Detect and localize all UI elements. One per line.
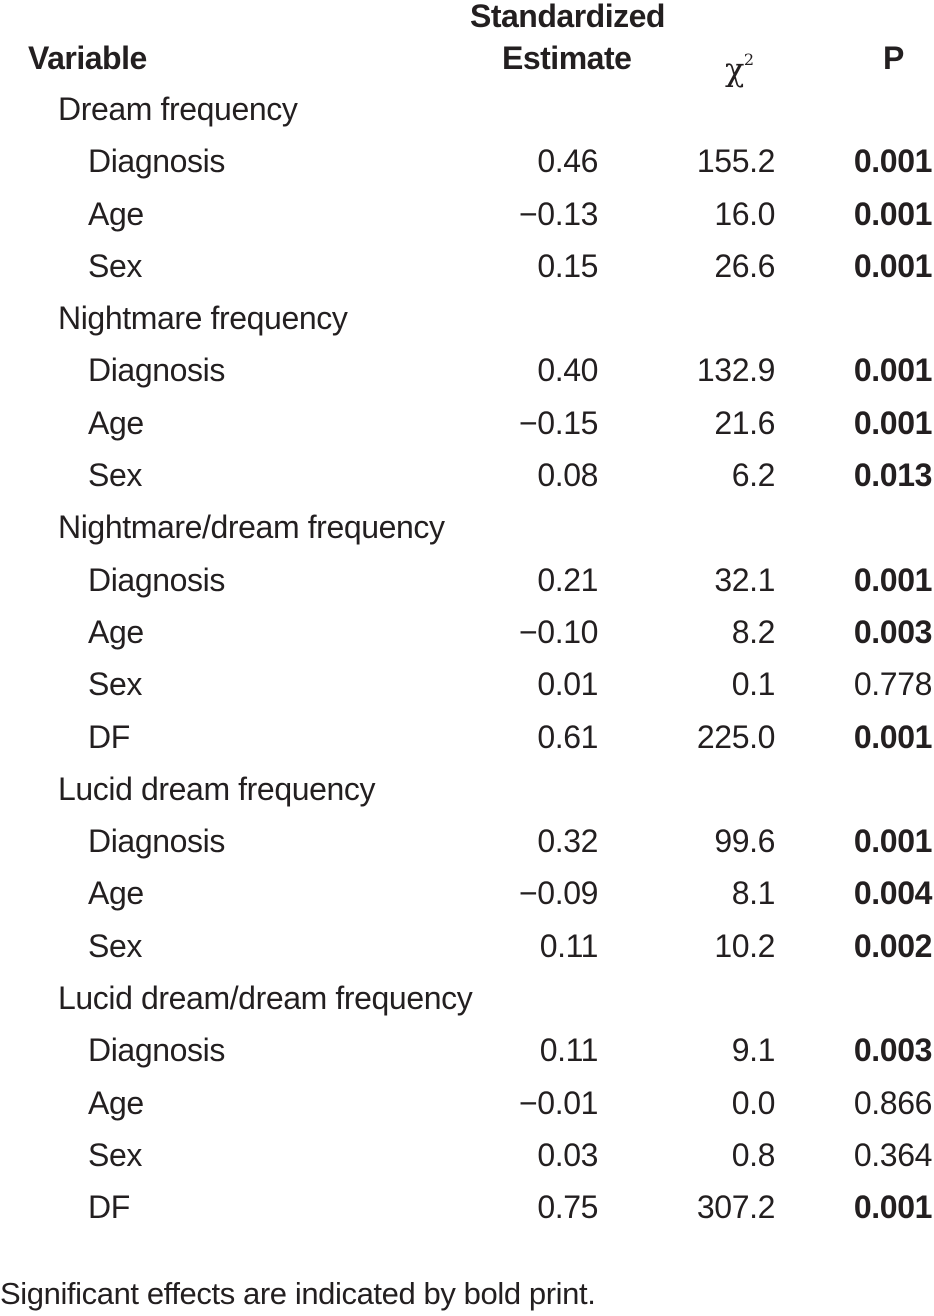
column-header-variable: Variable: [28, 40, 147, 76]
table-row: [0, 135, 934, 187]
estimate-cell: −0.09: [519, 875, 598, 912]
p-value-cell: 0.778: [853, 666, 932, 703]
variable-label: Diagnosis: [88, 561, 225, 598]
table-group-row: [0, 763, 934, 815]
variable-label: Diagnosis: [88, 352, 225, 389]
estimate-cell: 0.21: [537, 561, 598, 598]
table-row: [0, 1077, 934, 1129]
estimate-cell: 0.32: [537, 823, 598, 860]
variable-label: Diagnosis: [88, 1032, 225, 1069]
p-value-cell: 0.001: [853, 404, 932, 441]
estimate-cell: 0.75: [537, 1189, 598, 1226]
variable-label: Diagnosis: [88, 143, 225, 180]
chi-square-cell: 6.2: [731, 457, 775, 494]
estimate-cell: −0.01: [519, 1084, 598, 1121]
variable-label: Age: [88, 875, 144, 912]
p-value-cell: 0.001: [853, 718, 932, 755]
table-row: [0, 188, 934, 240]
table-row: [0, 658, 934, 710]
table-body: [0, 83, 934, 1234]
p-value-cell: 0.004: [853, 875, 932, 912]
chi-square-cell: 307.2: [696, 1189, 775, 1226]
p-value-cell: 0.001: [853, 143, 932, 180]
p-value-cell: 0.001: [853, 247, 932, 284]
table-row: [0, 344, 934, 396]
variable-label: Age: [88, 1084, 144, 1121]
chi-square-cell: 99.6: [714, 823, 775, 860]
table-row: [0, 1024, 934, 1076]
p-value-cell: 0.001: [853, 823, 932, 860]
variable-label: DF: [88, 1189, 130, 1226]
chi-square-cell: 21.6: [714, 404, 775, 441]
p-value-cell: 0.001: [853, 352, 932, 389]
group-label: Lucid dream/dream frequency: [58, 980, 473, 1017]
chi-square-cell: 225.0: [696, 718, 775, 755]
column-header-estimate-line2: Estimate: [502, 40, 632, 76]
variable-label: Sex: [88, 1136, 142, 1173]
chi-square-cell: 0.1: [731, 666, 775, 703]
variable-label: Sex: [88, 457, 142, 494]
variable-label: Age: [88, 195, 144, 232]
group-label: Dream frequency: [58, 91, 298, 127]
estimate-cell: −0.10: [519, 613, 598, 650]
variable-label: Age: [88, 613, 144, 650]
estimate-cell: −0.15: [519, 404, 598, 441]
table-row: [0, 711, 934, 763]
table-row: [0, 815, 934, 867]
table-group-row: [0, 83, 934, 135]
chi-square-cell: 32.1: [714, 561, 775, 598]
variable-label: Sex: [88, 927, 142, 964]
table-row: [0, 397, 934, 449]
chi-square-cell: 8.1: [731, 875, 775, 912]
column-header-estimate-line1: Standardized: [470, 0, 665, 34]
p-value-cell: 0.003: [853, 1032, 932, 1069]
estimate-cell: 0.03: [537, 1136, 598, 1173]
chi-square-cell: 132.9: [696, 352, 775, 389]
table-group-row: [0, 972, 934, 1024]
variable-label: DF: [88, 718, 130, 755]
chi-superscript: 2: [743, 50, 754, 69]
table-row: [0, 1181, 934, 1233]
table-row: [0, 920, 934, 972]
table-row: [0, 449, 934, 501]
chi-square-cell: 0.8: [731, 1136, 775, 1173]
p-value-cell: 0.001: [853, 1189, 932, 1226]
table-row: [0, 606, 934, 658]
chi-square-cell: 8.2: [731, 613, 775, 650]
chi-square-cell: 26.6: [714, 247, 775, 284]
p-value-cell: 0.002: [853, 927, 932, 964]
table-row: [0, 867, 934, 919]
table-row: [0, 1129, 934, 1181]
table-group-row: [0, 292, 934, 344]
column-header-p: P: [883, 40, 904, 76]
estimate-cell: 0.61: [537, 718, 598, 755]
estimate-cell: 0.11: [539, 927, 598, 964]
estimate-cell: 0.40: [537, 352, 598, 389]
estimate-cell: 0.08: [537, 457, 598, 494]
estimate-cell: 0.46: [537, 143, 598, 180]
chi-symbol: χ: [725, 50, 744, 89]
variable-label: Age: [88, 404, 144, 441]
p-value-cell: 0.001: [853, 561, 932, 598]
p-value-cell: 0.866: [853, 1084, 932, 1121]
variable-label: Sex: [88, 666, 142, 703]
chi-square-cell: 9.1: [731, 1032, 775, 1069]
group-label: Lucid dream frequency: [58, 770, 376, 807]
p-value-cell: 0.001: [853, 195, 932, 232]
group-label: Nightmare/dream frequency: [58, 509, 445, 546]
chi-square-cell: 16.0: [714, 195, 775, 232]
chi-square-cell: 0.0: [731, 1084, 775, 1121]
p-value-cell: 0.013: [853, 457, 932, 494]
estimate-cell: 0.11: [539, 1032, 598, 1069]
table-footnote: Significant effects are indicated by bold print.: [0, 1276, 596, 1311]
variable-label: Diagnosis: [88, 823, 225, 860]
estimate-cell: 0.01: [537, 666, 598, 703]
chi-square-cell: 155.2: [696, 143, 775, 180]
group-label: Nightmare frequency: [58, 300, 348, 337]
table-row: [0, 554, 934, 606]
chi-square-cell: 10.2: [714, 927, 775, 964]
table-row: [0, 240, 934, 292]
p-value-cell: 0.003: [853, 613, 932, 650]
p-value-cell: 0.364: [853, 1136, 932, 1173]
estimate-cell: 0.15: [537, 247, 598, 284]
estimate-cell: −0.13: [519, 195, 598, 232]
variable-label: Sex: [88, 247, 142, 284]
table-group-row: [0, 501, 934, 553]
